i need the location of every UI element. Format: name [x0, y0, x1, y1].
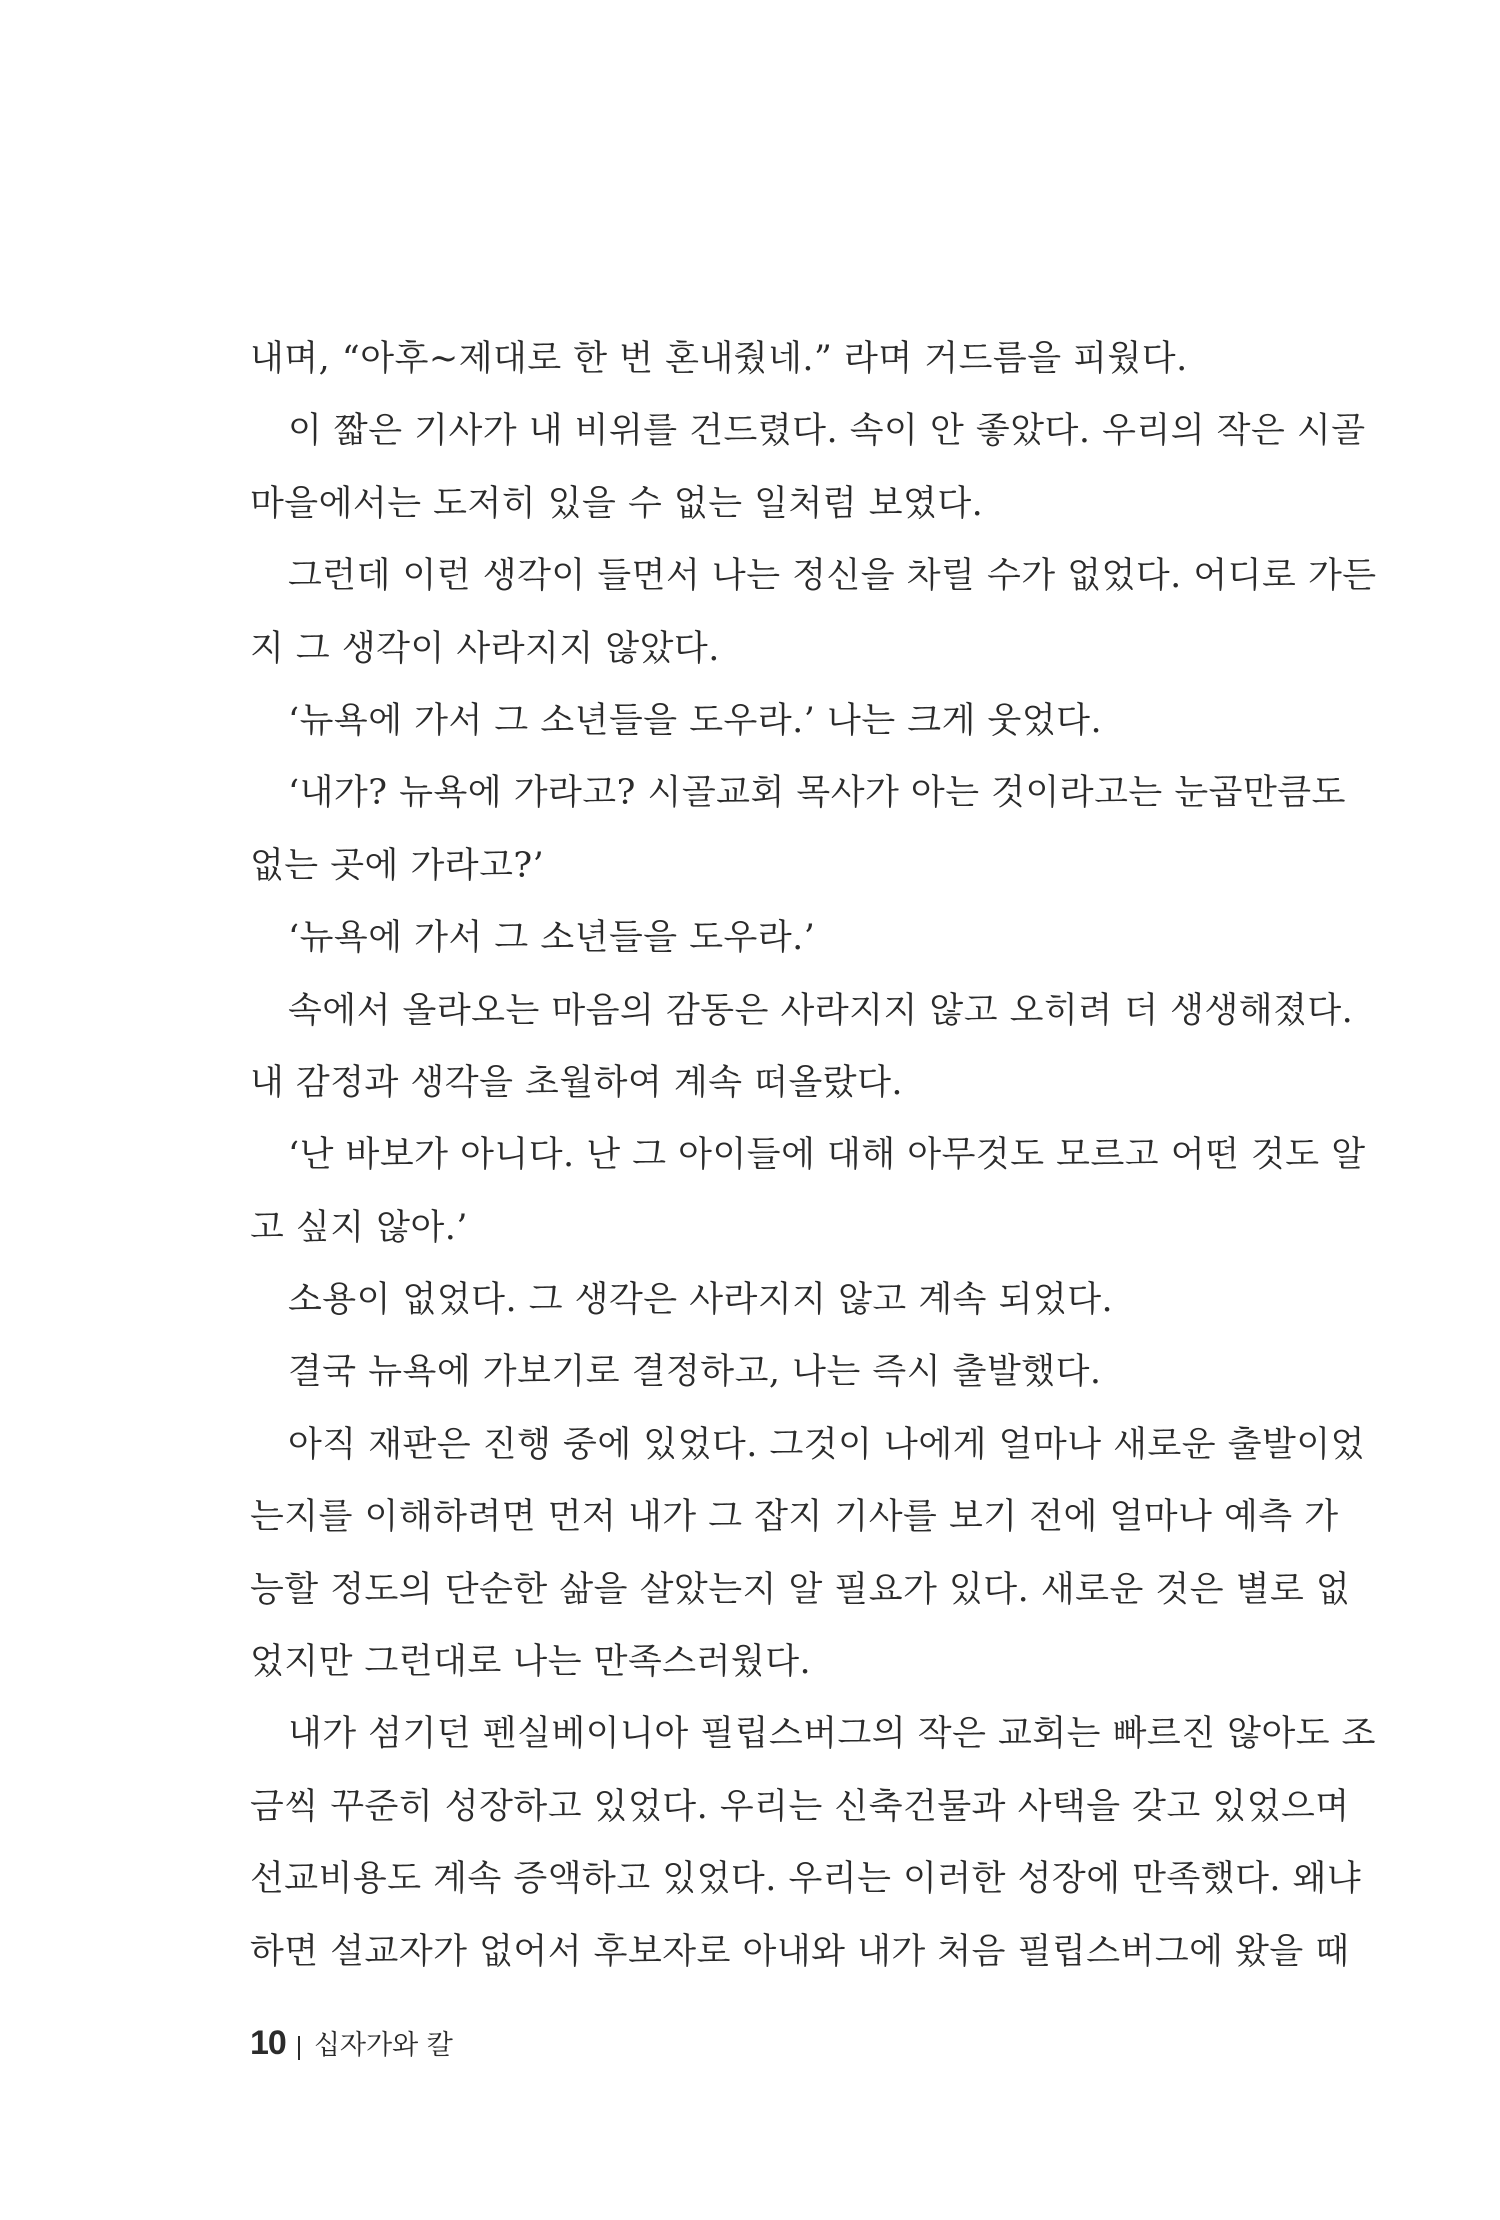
text-line: ‘뉴욕에 가서 그 소년들을 도우라.’: [288, 918, 816, 959]
text-line: 금씩 꾸준히 성장하고 있었다. 우리는 신축건물과 사택을 갖고 있었으며: [250, 1786, 1350, 1827]
text-line: 선교비용도 계속 증액하고 있었다. 우리는 이러한 성장에 만족했다. 왜냐: [250, 1859, 1362, 1900]
text-line: 없는 곳에 가라고?’: [250, 845, 545, 886]
text-line: 내가 섬기던 펜실베이니아 필립스버그의 작은 교회는 빠르진 않아도 조: [288, 1714, 1376, 1755]
text-line: ‘내가? 뉴욕에 가라고? 시골교회 목사가 아는 것이라고는 눈곱만큼도: [288, 773, 1346, 814]
text-line: 결국 뉴욕에 가보기로 결정하고, 나는 즉시 출발했다.: [288, 1352, 1102, 1393]
text-line: 능할 정도의 단순한 삶을 살았는지 알 필요가 있다. 새로운 것은 별로 없: [250, 1569, 1351, 1610]
footer-divider: [298, 2036, 300, 2060]
page-footer: [250, 2018, 453, 2068]
text-line: 이 짧은 기사가 내 비위를 건드렸다. 속이 안 좋았다. 우리의 작은 시골: [288, 411, 1366, 452]
text-line: 는지를 이해하려면 먼저 내가 그 잡지 기사를 보기 전에 얼마나 예측 가: [250, 1497, 1339, 1538]
text-line: 속에서 올라오는 마음의 감동은 사라지지 않고 오히려 더 생생해졌다.: [288, 990, 1354, 1031]
book-title: 십자가와 칼: [313, 2030, 453, 2061]
text-line: 지 그 생각이 사라지지 않았다.: [250, 628, 720, 669]
text-line: 그런데 이런 생각이 들면서 나는 정신을 차릴 수가 없었다. 어디로 가든: [288, 556, 1377, 597]
text-line: ‘뉴욕에 가서 그 소년들을 도우라.’ 나는 크게 웃었다.: [288, 700, 1103, 741]
page-number: 10: [250, 2024, 286, 2062]
body-text: [250, 323, 1377, 1988]
text-line: 내 감정과 생각을 초월하여 계속 떠올랐다.: [250, 1062, 904, 1103]
text-line: 소용이 없었다. 그 생각은 사라지지 않고 계속 되었다.: [288, 1280, 1114, 1321]
text-line: 마을에서는 도저히 있을 수 없는 일처럼 보였다.: [250, 483, 984, 524]
text-line: 내며, “아후~제대로 한 번 혼내줬네.” 라며 거드름을 피웠다.: [250, 339, 1188, 379]
text-line: 아직 재판은 진행 중에 있었다. 그것이 나에게 얼마나 새로운 출발이었: [288, 1424, 1365, 1465]
text-line: 고 싶지 않아.’: [250, 1207, 469, 1248]
text-line: 하면 설교자가 없어서 후보자로 아내와 내가 처음 필립스버그에 왔을 때: [250, 1931, 1350, 1972]
text-line: 었지만 그런대로 나는 만족스러웠다.: [250, 1642, 812, 1683]
text-line: ‘난 바보가 아니다. 난 그 아이들에 대해 아무것도 모르고 어떤 것도 알: [288, 1135, 1366, 1176]
